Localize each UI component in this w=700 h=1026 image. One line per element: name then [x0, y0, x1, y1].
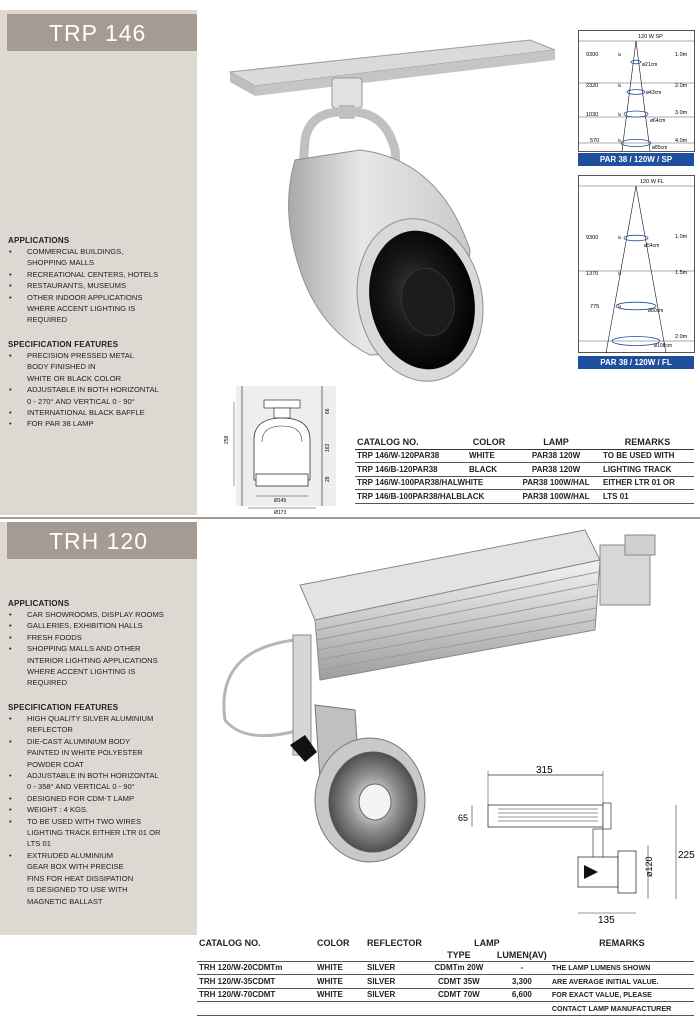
dim-label: 28	[325, 476, 331, 482]
dim-total: 225	[678, 850, 695, 861]
cell: FOR EXACT VALUE, PLEASE	[550, 988, 694, 1002]
list-item: • OTHER INDOOR APPLICATIONS WHERE ACCENT LIGHTING IS REQUIRED	[8, 292, 196, 326]
list-item: • RESTAURANTS, MUSEUMS	[8, 280, 196, 291]
beam-diameter: ø64cm	[650, 118, 666, 124]
photometric-chart-fl	[578, 175, 695, 353]
cell: THE LAMP LUMENS SHOWN	[550, 961, 694, 975]
cell: SILVER	[365, 975, 424, 989]
trh-catalog-table	[197, 937, 694, 1016]
table-header-row	[355, 436, 694, 449]
lux-unit: lx	[618, 304, 622, 309]
lux-unit: lx	[618, 235, 622, 240]
col-header: CATALOG NO.	[355, 436, 467, 449]
beam-diameter: ø54cm	[644, 243, 660, 249]
distance: 1.0m	[675, 234, 688, 240]
distance: 1.5m	[675, 270, 688, 276]
distance: 2.0m	[675, 334, 688, 340]
cell: CONTACT LAMP MANUFACTURER	[550, 1002, 694, 1016]
list-item: • GALLERIES, EXHIBITION HALLS	[8, 620, 196, 631]
cell: BLACK	[467, 463, 511, 477]
list-item: • INTERNATIONAL BLACK BAFFLE	[8, 407, 196, 418]
list-item: • PRECISION PRESSED METAL BODY FINISHED IN WHITE OR BLACK COLOR	[8, 350, 196, 384]
cell: SILVER	[365, 988, 424, 1002]
cell: EITHER LTR 01 OR	[601, 476, 694, 490]
cell: TRP 146/W-100PAR38/HALWHITE	[355, 476, 511, 490]
cell: TRP 146/W-120PAR38	[355, 449, 467, 463]
dim-length: 315	[536, 765, 553, 776]
col-header: LAMP	[511, 436, 601, 449]
cell: CDMT 35W	[424, 975, 494, 989]
trh-applications-heading: APPLICATIONS	[8, 599, 70, 608]
photometry-caption-fl: PAR 38 / 120W / FL	[578, 356, 694, 369]
list-item: • EXTRUDED ALUMINIUM GEAR BOX WITH PRECISE FINS FOR HEAT DISSIPATION IS DESIGNED TO USE WITH MAGNETIC BALLAST	[8, 850, 196, 907]
cell: PAR38 100W/HAL	[511, 476, 601, 490]
cell: WHITE	[315, 975, 365, 989]
trp-catalog-table	[355, 436, 694, 504]
lux-unit: lx	[618, 112, 622, 117]
trh-dimension-drawing	[458, 765, 694, 925]
lux-value: 570	[590, 138, 600, 144]
cell: TO BE USED WITH	[601, 449, 694, 463]
list-item: • DESIGNED FOR CDM-T LAMP	[8, 793, 196, 804]
cell: WHITE	[315, 961, 365, 975]
dim-label: Ø145	[274, 498, 287, 504]
lux-value: 2320	[586, 83, 599, 89]
col-header: COLOR	[467, 436, 511, 449]
list-item: • ADJUSTABLE IN BOTH HORIZONTAL 0 - 270° AND VERTICAL 0 - 90°	[8, 384, 196, 407]
list-item: • SHOPPING MALLS AND OTHER INTERIOR LIGHTING APPLICATIONS WHERE ACCENT LIGHTING IS REQUIRED	[8, 643, 196, 689]
table-row	[197, 975, 694, 989]
trp-applications-heading: APPLICATIONS	[8, 236, 70, 245]
cell: CDMT 70W	[424, 988, 494, 1002]
cell: TRH 120/W-20CDMTm	[197, 961, 315, 975]
table-subheader-row	[197, 949, 694, 961]
cell: TRP 146/B-100PAR38/HALBLACK	[355, 490, 511, 504]
col-header: COLOR	[317, 938, 350, 948]
distance: 2.0m	[675, 83, 688, 89]
col-header: LAMP	[474, 938, 500, 948]
dim-depth: 135	[598, 915, 615, 926]
col-subheader: LUMEN(AV)	[496, 949, 547, 960]
beam-diameter: ø21cm	[642, 62, 658, 68]
trh-title: TRH 120	[7, 522, 197, 559]
trp-title: TRP 146	[7, 14, 197, 51]
list-item: • COMMERCIAL BUILDINGS, SHOPPING MALLS	[8, 246, 196, 269]
lux-unit: lx	[618, 271, 622, 276]
col-header: REFLECTOR	[367, 938, 422, 948]
list-item: • ADJUSTABLE IN BOTH HORIZONTAL 0 - 358° AND VERTICAL 0 - 90°	[8, 770, 196, 793]
beam-diameter: ø85cm	[652, 145, 668, 151]
photometry-header: 120 W SP	[638, 34, 663, 40]
lux-value: 775	[590, 304, 600, 310]
list-item: • DIE-CAST ALUMINIUM BODY PAINTED IN WHITE POLYESTER POWDER COAT	[8, 736, 196, 770]
cell: CDMTm 20W	[424, 961, 494, 975]
table-row	[355, 449, 694, 463]
dim-label: 163	[325, 443, 331, 452]
cell: PAR38 120W	[511, 463, 601, 477]
beam-diameter: ø108cm	[654, 343, 673, 349]
trp-applications-list	[8, 246, 196, 326]
cell: WHITE	[315, 988, 365, 1002]
trh-spec-heading: SPECIFICATION FEATURES	[8, 703, 119, 712]
cell: TRH 120/W-35CDMT	[197, 975, 315, 989]
cell: 6,600	[494, 988, 550, 1002]
lux-value: 9300	[586, 235, 599, 241]
list-item: • RECREATIONAL CENTERS, HOTELS	[8, 269, 196, 280]
photometry-header: 120 W FL	[640, 179, 664, 185]
cell: LIGHTING TRACK	[601, 463, 694, 477]
cell: LTS 01	[601, 490, 694, 504]
list-item: • FOR PAR 38 LAMP	[8, 418, 196, 429]
cell: PAR38 100W/HAL	[511, 490, 601, 504]
distance: 4.0m	[675, 138, 688, 144]
trh-applications-list	[8, 609, 196, 689]
lux-value: 9300	[586, 52, 599, 58]
dim-diameter: ø120	[644, 856, 654, 877]
cell: WHITE	[467, 449, 511, 463]
photometric-chart-sp	[578, 30, 695, 152]
col-subheader: TYPE	[447, 949, 471, 960]
section-divider	[0, 517, 700, 519]
cell: TRH 120/W-70CDMT	[197, 988, 315, 1002]
list-item: • CAR SHOWROOMS, DISPLAY ROOMS	[8, 609, 196, 620]
list-item: • HIGH QUALITY SILVER ALUMINIUM REFLECTOR	[8, 713, 196, 736]
lux-unit: lx	[618, 52, 622, 57]
col-header: REMARKS	[599, 938, 645, 948]
lux-value: 1030	[586, 112, 599, 118]
cell: 3,300	[494, 975, 550, 989]
table-row	[197, 961, 694, 975]
lux-value: 1370	[586, 271, 599, 277]
dim-height: 65	[458, 813, 469, 823]
cell: -	[494, 961, 550, 975]
trp-spec-list	[8, 350, 196, 430]
table-row	[197, 1002, 694, 1016]
list-item: • FRESH FOODS	[8, 632, 196, 643]
col-header: REMARKS	[601, 436, 694, 449]
beam-diameter: ø80cm	[648, 308, 664, 314]
distance: 3.0m	[675, 110, 688, 116]
table-row	[197, 988, 694, 1002]
lux-unit: lx	[618, 138, 622, 143]
cell: PAR38 120W	[511, 449, 601, 463]
trp-dimension-drawing	[222, 380, 357, 520]
list-item: • TO BE USED WITH TWO WIRES LIGHTING TRACK EITHER LTR 01 OR LTS 01	[8, 816, 196, 850]
list-item: • WEIGHT : 4 KGS.	[8, 804, 196, 815]
table-row	[355, 463, 694, 477]
table-row	[355, 476, 694, 490]
table-header-row	[197, 937, 694, 949]
distance: 1.0m	[675, 52, 688, 58]
table-row	[355, 490, 694, 504]
trp-spec-heading: SPECIFICATION FEATURES	[8, 340, 119, 349]
dim-label: Ø173	[274, 510, 287, 516]
cell: SILVER	[365, 961, 424, 975]
col-header: CATALOG NO.	[199, 938, 261, 948]
trh-spec-list	[8, 713, 196, 907]
dim-height: 258	[224, 435, 230, 444]
beam-diameter: ø43cm	[646, 90, 662, 96]
dim-label: 66	[325, 408, 331, 414]
cell: TRP 146/B-120PAR38	[355, 463, 467, 477]
lux-unit: lx	[618, 83, 622, 88]
cell: ARE AVERAGE INITIAL VALUE.	[550, 975, 694, 989]
photometry-caption-sp: PAR 38 / 120W / SP	[578, 153, 694, 166]
trp-spotlight-photo	[200, 10, 570, 390]
